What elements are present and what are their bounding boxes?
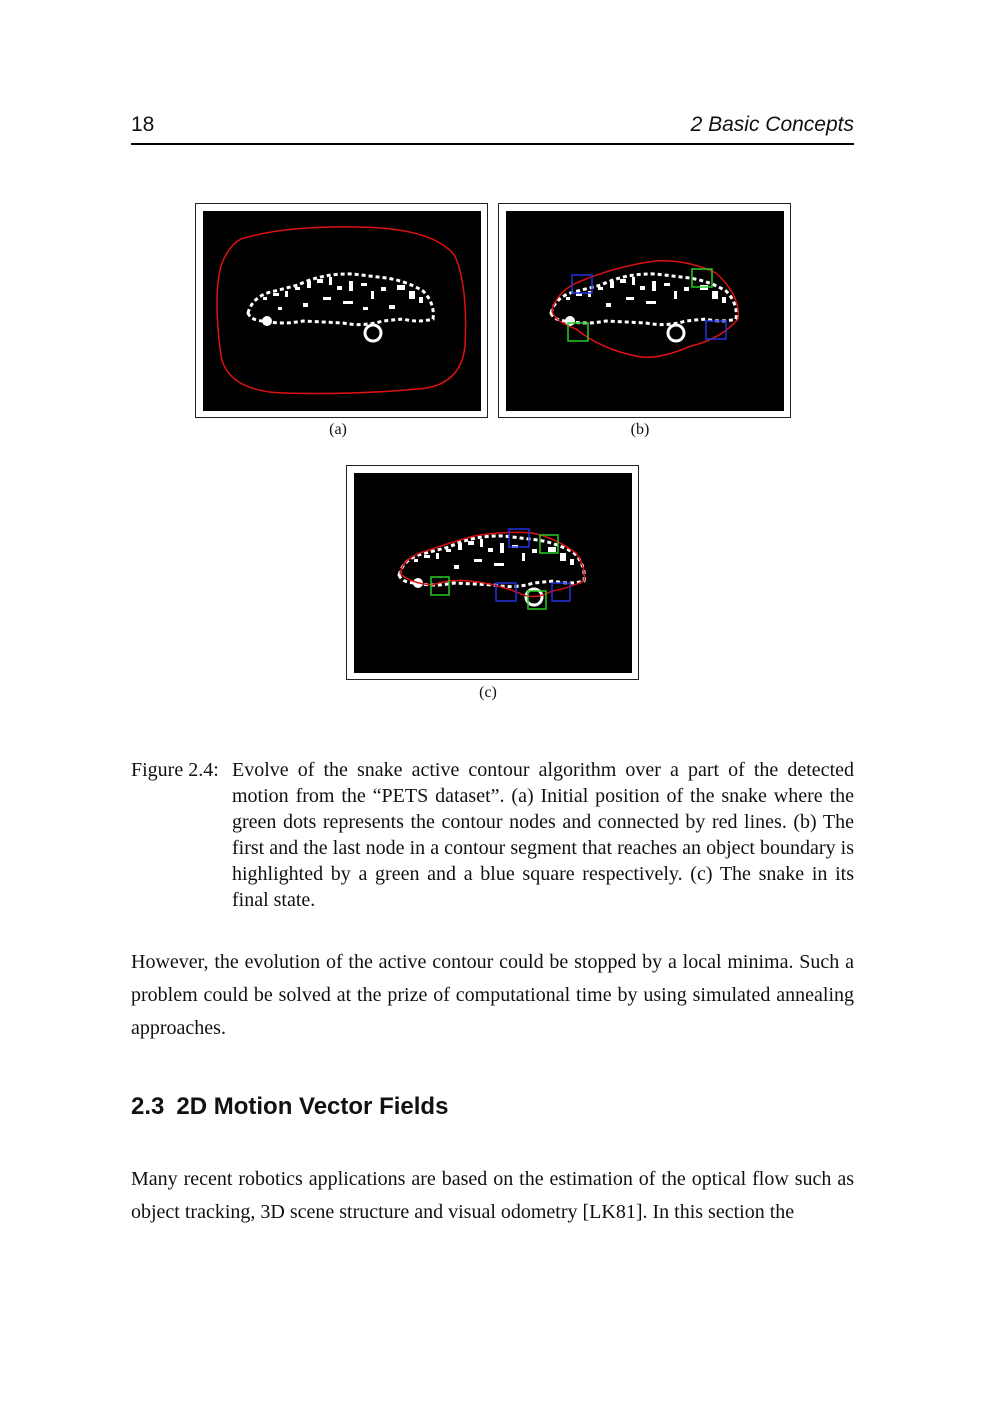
figure-panel-a	[195, 203, 488, 418]
page-number: 18	[131, 113, 155, 136]
figure-caption-text: Evolve of the snake active contour algorithm over a part of the detected motion from the “PETS dataset”. (a) Initial position of the snake where the green dots represents the contour nodes and connected by red lines. (b) The first and the last node in a contour segment that reaches an object boundary is highlighted by a green and a blue square respectively. (c) The snake in its final state.	[232, 759, 854, 911]
section-title: 2D Motion Vector Fields	[176, 1093, 449, 1120]
chapter-title: 2 Basic Concepts	[690, 113, 854, 136]
figure-panel-b	[498, 203, 791, 418]
panel-b-label: (b)	[630, 421, 650, 438]
panel-c-label: (c)	[479, 684, 497, 701]
figure-caption	[131, 757, 854, 913]
body-paragraph: Many recent robotics applications are based on the estimation of the optical flow such as object tracking, 3D scene structure and visual odometry [LK81]. In this section the	[131, 1168, 854, 1223]
panel-b-image	[506, 211, 784, 411]
page-header	[131, 113, 854, 145]
panel-c-image	[354, 473, 632, 673]
figure-caption-label: Figure 2.4:	[131, 759, 219, 781]
panel-a-label: (a)	[329, 421, 347, 438]
section-number: 2.3	[131, 1093, 165, 1120]
panel-b-background	[506, 211, 784, 411]
panel-a-background	[203, 211, 481, 411]
panel-c-background	[354, 473, 632, 673]
figure-panel-c	[346, 465, 639, 680]
section-heading	[131, 1093, 448, 1121]
panel-a-image	[203, 211, 481, 411]
body-paragraph: However, the evolution of the active contour could be stopped by a local minima. Such a problem could be solved at the prize of computational time by using simulated annealing approaches.	[131, 951, 854, 1039]
